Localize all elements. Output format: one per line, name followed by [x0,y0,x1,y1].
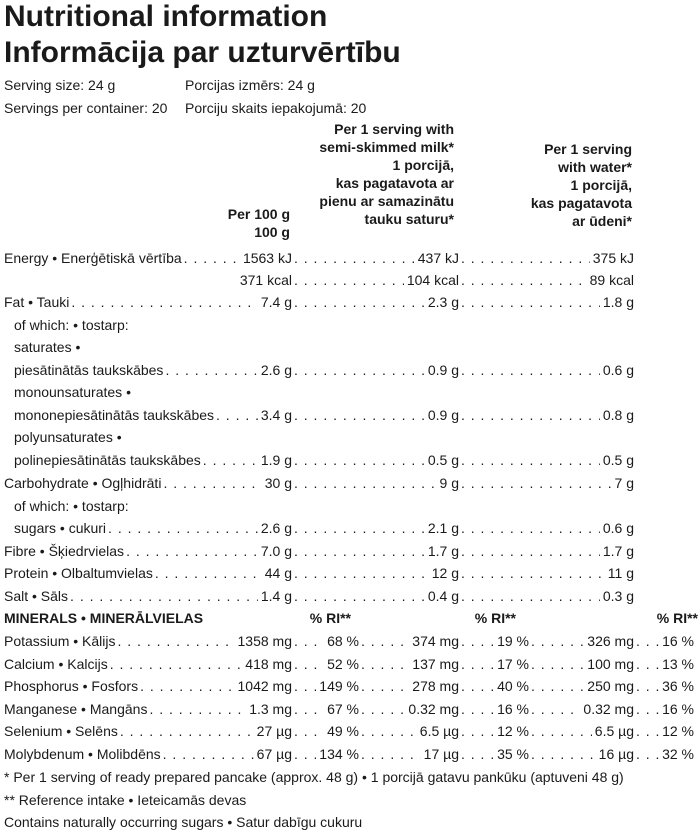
nutrient-row [4,383,694,401]
mineral-value-col3: 16 µg [598,746,634,762]
nutrient-value-col3: 89 kcal [589,272,634,288]
dot-leader [636,722,659,740]
nutrient-label: Energy • Enerģētiskā vērtība [4,250,182,266]
mineral-ri-col2: 12 % [497,723,529,739]
dot-leader [294,271,404,289]
dot-leader [294,249,415,267]
nutrient-value-col3: 0.8 g [602,407,634,423]
dot-leader [294,542,425,560]
mineral-value-col1: 1358 mg [237,633,292,649]
nutrient-value-col1: 7.4 g [260,294,292,310]
dot-leader [118,632,235,650]
servings-count-en: Servings per container: 20 [4,100,168,116]
mineral-label: Molybdenum • Molibdēns [4,746,161,762]
dot-leader [294,406,425,424]
dot-leader [531,655,584,673]
mineral-label: Manganese • Mangāns [4,701,148,717]
nutrient-value-col2: 2.1 g [427,520,459,536]
nutrient-value-col1: 2.6 g [260,362,292,378]
dot-leader [461,745,494,763]
nutrient-row [4,406,694,424]
nutrient-value-col1: 2.6 g [260,520,292,536]
nutrient-label: Fat • Tauki [4,294,70,310]
dot-leader [531,700,580,718]
nutrient-row [4,361,694,379]
footnote: Contains naturally occurring sugars • Satur dabīgu cukuru [4,814,363,830]
column-header-per-serving-milk: Per 1 serving with semi-skimmed milk* 1 porcijā, kas pagatavota ar pienu ar samazinātu tauku saturu* [319,121,454,227]
serving-size-en: Serving size: 24 g [4,77,116,93]
nutrient-value-col1: 30 g [264,475,292,491]
mineral-ri-col3: 36 % [662,678,694,694]
dot-leader [294,451,425,469]
dot-leader [361,722,417,740]
dot-leader [461,700,494,718]
nutrient-row [4,293,694,311]
nutrient-row [4,249,694,267]
nutrient-value-col1: 7.0 g [260,543,292,559]
dot-leader [461,587,600,605]
mineral-ri-col1: 49 % [327,723,359,739]
dot-leader [149,700,246,718]
mineral-row [4,700,694,718]
nutrient-row [4,316,694,334]
nutrient-row [4,497,694,515]
dot-leader [71,293,258,311]
dot-leader [531,677,584,695]
dot-leader [120,722,254,740]
dot-leader [108,519,258,537]
column-header-per-serving-water: Per 1 serving with water* 1 porcijā, kas pagatavota ar ūdeni* [530,141,632,229]
mineral-value-col2: 374 mg [412,633,459,649]
nutrient-value-col3: 0.3 g [602,588,634,604]
nutrient-label: mononepiesātinātās taukskābes [14,407,215,423]
dot-leader [461,361,600,379]
nutrient-value-col1: 1.4 g [260,588,292,604]
footnote: ** Reference intake • Ieteicamās devas [4,792,247,808]
dot-leader [461,722,494,740]
mineral-value-col1: 1042 mg [237,678,292,694]
dot-leader [636,677,659,695]
nutrient-row [4,474,694,492]
nutrient-row [4,587,694,605]
mineral-row [4,677,694,695]
minerals-heading: MINERALS • MINERĀLVIELAS [4,610,204,626]
dot-leader [294,587,425,605]
dot-leader [294,474,437,492]
nutrient-row [4,542,694,560]
mineral-ri-col2: 35 % [497,746,529,762]
dot-leader [294,722,324,740]
mineral-ri-col3: 16 % [662,633,694,649]
mineral-ri-col1: 68 % [327,633,359,649]
mineral-value-col1: 1.3 mg [249,701,292,717]
dot-leader [203,451,258,469]
nutrient-value-col3: 1.8 g [602,294,634,310]
dot-leader [70,587,258,605]
dot-leader [636,632,659,650]
nutrient-value-col3: 0.5 g [602,452,634,468]
mineral-ri-col1: 149 % [319,678,359,694]
nutrient-value-col2: 12 g [431,565,459,581]
dot-leader [361,745,421,763]
nutrient-value-col3: 1.7 g [602,543,634,559]
dot-leader [361,700,405,718]
dot-leader [461,655,494,673]
mineral-row [4,722,694,740]
mineral-value-col2: 6.5 µg [419,723,459,739]
mineral-ri-col3: 13 % [662,656,694,672]
dot-leader [531,745,596,763]
mineral-value-col1: 67 µg [256,746,292,762]
dot-leader [636,700,659,718]
mineral-ri-col3: 32 % [662,746,694,762]
nutrient-value-col2: 104 kcal [406,272,459,288]
nutrient-value-col2: 1.7 g [427,543,459,559]
dot-leader [636,655,659,673]
mineral-value-col1: 27 µg [256,723,292,739]
mineral-value-col2: 17 µg [423,746,459,762]
column-header-per-100g: Per 100 g 100 g [227,206,290,240]
mineral-value-col1: 418 mg [245,656,292,672]
nutrient-value-col2: 0.9 g [427,407,459,423]
mineral-row [4,745,694,763]
nutrient-label: piesātinātās taukskābes [14,362,164,378]
nutrient-value-col3: 7 g [614,475,634,491]
mineral-label: Calcium • Kalcijs [4,656,108,672]
dot-leader [461,677,494,695]
dot-leader [184,249,240,267]
mineral-ri-col3: 16 % [662,701,694,717]
dot-leader [163,474,261,492]
dot-leader [461,564,605,582]
nutrient-value-col2: 0.4 g [427,588,459,604]
mineral-value-col3: 326 mg [587,633,634,649]
dot-leader [361,632,409,650]
mineral-value-col2: 0.32 mg [408,701,459,717]
nutrient-value-col2: 9 g [439,475,459,491]
servings-count-lv: Porciju skaits iepakojumā: 20 [185,100,367,116]
dot-leader [294,700,324,718]
ri-header-col2: % RI** [474,610,516,626]
nutrient-label: Salt • Sāls [4,588,69,604]
nutrient-label: Carbohydrate • Ogļhidrāti [4,475,162,491]
nutrient-value-col3: 11 g [607,565,634,581]
nutrient-label: polinepiesātinātās taukskābes [14,452,201,468]
mineral-value-col3: 6.5 µg [594,723,634,739]
nutrient-value-col3: 0.6 g [602,520,634,536]
nutrient-value-col2: 0.9 g [427,362,459,378]
footnote: * Per 1 serving of ready prepared pancake (approx. 48 g) • 1 porcijā gatavu pankūku (aptuveni 48 g) [4,769,624,785]
nutrient-row [4,564,694,582]
dot-leader [461,632,494,650]
mineral-value-col2: 278 mg [412,678,459,694]
dot-leader [110,655,243,673]
dot-leader [461,249,590,267]
dot-leader [294,293,425,311]
dot-leader [461,474,612,492]
nutrient-value-col2: 2.3 g [427,294,459,310]
dot-leader [294,655,324,673]
nutrient-label: Protein • Olbaltumvielas [4,565,153,581]
nutrient-label: of which: • tostarp: [14,498,129,514]
nutrient-value-col1: 1563 kJ [242,250,292,266]
mineral-value-col3: 250 mg [587,678,634,694]
title-latvian: Informācija par uzturvērtību [4,36,401,69]
nutrient-value-col3: 375 kJ [592,250,634,266]
dot-leader [531,722,592,740]
nutrient-row [4,428,694,446]
dot-leader [461,542,600,560]
dot-leader [294,745,316,763]
dot-leader [126,542,258,560]
nutrient-label: saturates • [14,339,81,355]
mineral-row [4,655,694,673]
ri-header-col3: % RI** [656,610,698,626]
nutrient-label: monounsaturates • [14,384,131,400]
dot-leader [531,632,584,650]
nutrient-value-col3: 0.6 g [602,362,634,378]
dot-leader [461,406,600,424]
dot-leader [461,271,587,289]
dot-leader [165,361,257,379]
nutrient-value-col1: 1.9 g [260,452,292,468]
dot-leader [361,655,409,673]
mineral-ri-col1: 52 % [327,656,359,672]
mineral-ri-col2: 40 % [497,678,529,694]
serving-size-lv: Porcijas izmērs: 24 g [185,77,315,93]
mineral-ri-col2: 19 % [497,633,529,649]
title-english: Nutritional information [4,0,328,33]
nutrient-value-col1: 371 kcal [239,272,292,288]
nutrient-value-col1: 44 g [264,565,292,581]
mineral-ri-col2: 16 % [497,701,529,717]
mineral-value-col3: 0.32 mg [583,701,634,717]
mineral-row [4,632,694,650]
nutrient-row [4,519,694,537]
mineral-ri-col2: 17 % [497,656,529,672]
dot-leader [461,519,600,537]
mineral-label: Potassium • Kālijs [4,633,116,649]
nutrient-row [4,271,694,289]
nutrient-label: polyunsaturates • [14,429,122,445]
nutrient-value-col1: 3.4 g [260,407,292,423]
nutrient-label: of which: • tostarp: [14,317,129,333]
mineral-ri-col3: 12 % [662,723,694,739]
dot-leader [294,519,425,537]
nutrient-row [4,451,694,469]
dot-leader [294,361,425,379]
nutrient-label: sugars • cukuri [14,520,107,536]
dot-leader [294,632,324,650]
dot-leader [294,564,429,582]
nutrient-row [4,338,694,356]
dot-leader [216,406,258,424]
dot-leader [163,745,254,763]
mineral-ri-col1: 67 % [327,701,359,717]
dot-leader [155,564,262,582]
nutrient-label: Fibre • Šķiedrvielas [4,543,125,559]
dot-leader [361,677,409,695]
dot-leader [140,677,234,695]
minerals-header [4,609,698,627]
nutrient-value-col2: 437 kJ [417,250,459,266]
dot-leader [636,745,659,763]
mineral-label: Phosphorus • Fosfors [4,678,139,694]
mineral-ri-col1: 134 % [319,746,359,762]
dot-leader [461,451,600,469]
nutrient-value-col2: 0.5 g [427,452,459,468]
dot-leader [461,293,600,311]
ri-header-col1: % RI** [309,610,351,626]
mineral-value-col2: 137 mg [412,656,459,672]
mineral-label: Selenium • Selēns [4,723,118,739]
dot-leader [294,677,316,695]
mineral-value-col3: 100 mg [587,656,634,672]
